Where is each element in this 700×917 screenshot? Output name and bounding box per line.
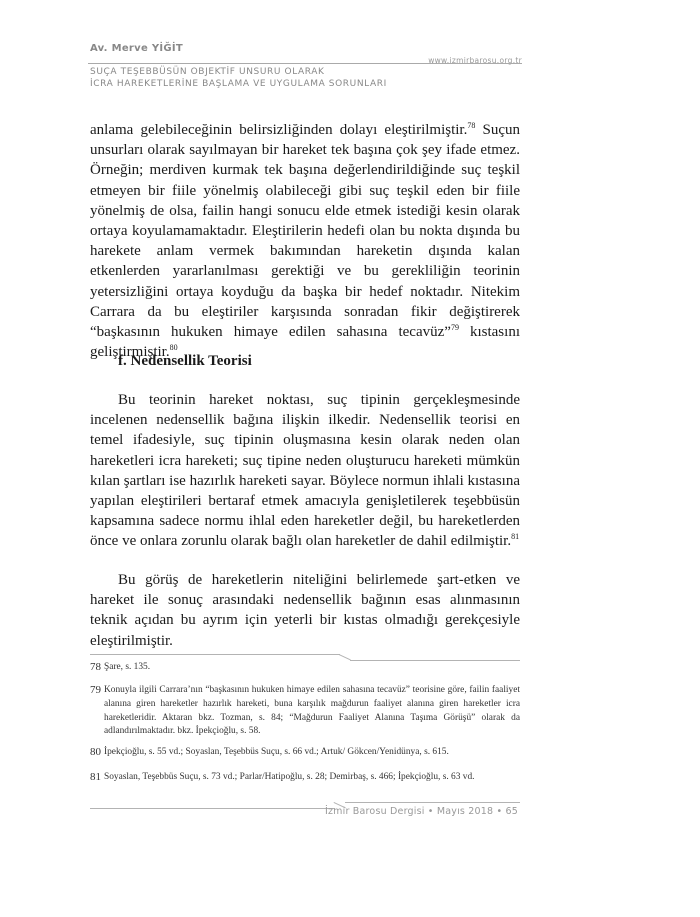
paragraph-1-part-c: kıstasını geliştirmiştir. bbox=[90, 324, 520, 361]
paragraph-1-part-b: Suçun unsurları olarak sayılmayan bir hareket tek başına çok şey ifade etmez. Örneğin; merdiven kurmak tek başına değerlendirildiğinde suç teşkil etmeyen bir fiile yönelmiş olabileceği gibi suç teşkil eden bir fiile yönelmiş de olsa, failin hangi sonucu elde etmek istediği kesin olarak ortaya koyulamamaktadır. Eleştirilerin hedefi olan bu nokta dışında bu harekete anlam vermek bakımından hareketin dışında kalan etkenlerden yararlanılması gerektiği ve bu gerekliliğin teorinin yetersizliğini ortaya koyduğu da başka bir hedef noktadır. Nitekim Carrara da bu eleştiriler karşısında sonradan fikir değiştirerek “başkasının hukuken himaye edilen sahasına tecavüz” bbox=[90, 122, 520, 341]
footnote-ref-80[interactable]: 80 bbox=[169, 343, 178, 353]
footnote-80 bbox=[90, 746, 520, 760]
footnote-number: 81 bbox=[90, 771, 101, 783]
footnote-divider bbox=[90, 654, 340, 655]
footer-divider-right bbox=[345, 802, 520, 803]
paragraph-3: Bu görüş de hareketlerin niteliğini belirlemede şart-etken ve hareket ile sonuç arasındaki nedensellik bağının esas alınmasının teknik açıdan bu ayrım için yeterli bir kıstas olmadığı gerekçesiyle eleştirilmiştir. bbox=[90, 572, 520, 649]
footnote-text: İpekçioğlu, s. 55 vd.; Soyaslan, Teşebbüs Suçu, s. 66 vd.; Artuk/ Gökcen/Yenidünya, s. 615. bbox=[104, 747, 449, 757]
footnote-text: Şare, s. 135. bbox=[104, 662, 151, 672]
footnote-81 bbox=[90, 771, 520, 785]
header-title-line2: İCRA HAREKETLERİNE BAŞLAMA VE UYGULAMA SORUNLARI bbox=[90, 79, 387, 89]
footnote-ref-78[interactable]: 78 bbox=[467, 121, 476, 130]
footnote-number: 79 bbox=[90, 684, 101, 696]
header-divider bbox=[88, 63, 522, 64]
footer-divider bbox=[90, 808, 335, 809]
footnote-number: 80 bbox=[90, 746, 101, 758]
header-title-line1: SUÇA TEŞEBBÜSÜN OBJEKTİF UNSURU OLARAK bbox=[90, 67, 325, 77]
footnote-text: Konuyla ilgili Carrara’nın “başkasının hukuken himaye edilen sahasına tecavüz” teorisine göre, failin faaliyet alanına giren hareketler hazırlık hareketi, buna karşılık mağdurun faaliyet alanına giren hareketler icra hareketleridir. Aktaran bkz. Tozman, s. 84; “Mağdurun Faaliyet Alanına Taşıma Görüşü” olarak da adlandırılmaktadır. bkz. İpekçioğlu, s. 58. bbox=[104, 685, 520, 737]
paragraph-1 bbox=[90, 120, 520, 362]
paragraph-2-text: Bu teorinin hareket noktası, suç tipinin gerçekleşmesinde incelenen nedensellik bağına ilişkin ilkedir. Nedensellik teorisi en temel ifadesiyle, suç tipinin oluşmasına kesin olarak neden olan hareketleri icra hareketi; suç tipine neden oluşturucu hareketi mümkün kılan şartları ise hazırlık hareketi sayar. Böylece normun ihlali kıstasına yapılan eleştirileri bertaraf etmek amacıyla genişletilerek teşebbüsün kapsamına sadece normu ihlal eden hareketler değil, bu hareketlerden önce ve onlara zorunlu olarak bağlı olan hareketler de dahil edilmiştir. bbox=[90, 392, 520, 550]
footnote-78 bbox=[90, 661, 520, 675]
footnote-ref-81[interactable]: 81 bbox=[511, 532, 520, 542]
paragraph-1-part-a: anlama gelebileceğinin belirsizliğinden dolayı eleştirilmiştir. bbox=[90, 122, 468, 138]
header-url[interactable]: www.izmirbarosu.org.tr bbox=[428, 56, 522, 65]
header-author: Av. Merve YİĞİT bbox=[90, 43, 184, 54]
paragraph-2 bbox=[90, 390, 520, 552]
footnote-ref-79[interactable]: 79 bbox=[450, 323, 459, 333]
footnote-text: Soyaslan, Teşebbüs Suçu, s. 73 vd.; Parlar/Hatipoğlu, s. 28; Demirbaş, s. 466; İpekçioğlu, s. 63 vd. bbox=[104, 772, 475, 782]
footnote-79 bbox=[90, 684, 520, 739]
header-article-title bbox=[90, 66, 387, 90]
footnote-number: 78 bbox=[90, 661, 101, 673]
footer-journal-info: İzmir Barosu Dergisi • Mayıs 2018 • 65 bbox=[324, 806, 518, 817]
section-heading: f. Nedensellik Teorisi bbox=[118, 353, 252, 369]
footnote-divider-slant bbox=[339, 654, 351, 660]
